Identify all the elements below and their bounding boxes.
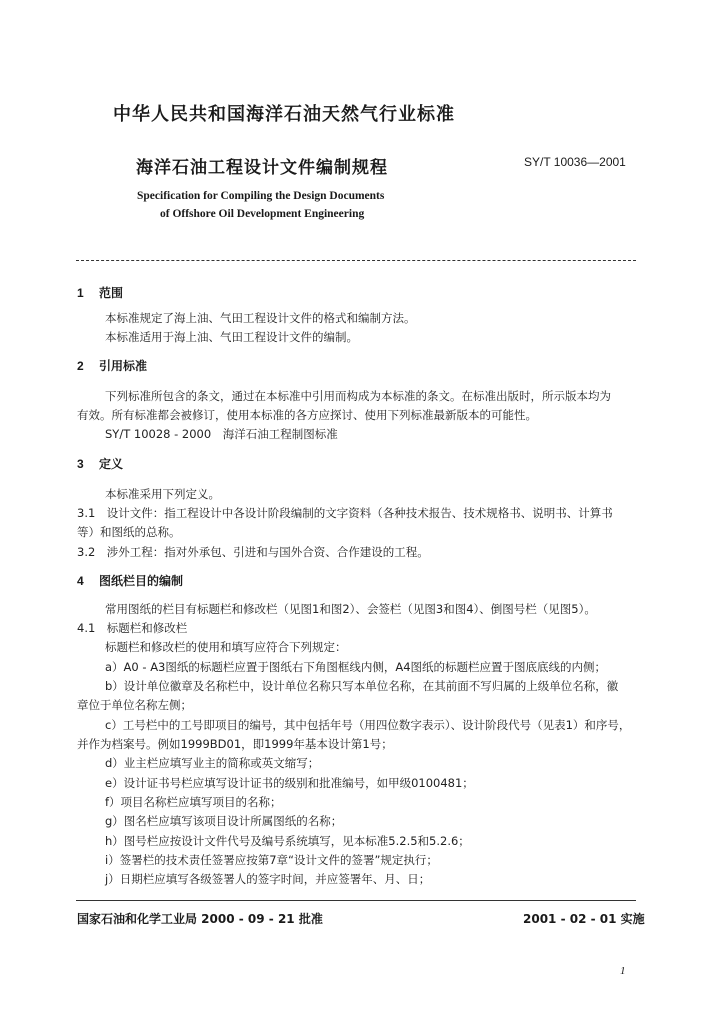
definition-3-1: 3.1 设计文件：指工程设计中各设计阶段编制的文字资料（各种技术报告、技术规格书、说明书、计算书 xyxy=(77,506,613,520)
paragraph: 有效。所有标准都会被修订，使用本标准的各方应探讨、使用下列标准最新版本的可能性。 xyxy=(77,408,537,422)
list-item-cont: 章位于单位名称左侧； xyxy=(77,698,192,712)
list-item: e）设计证书号栏应填写设计证书的级别和批准编号，如甲级0100481； xyxy=(105,776,474,790)
section-number: 3 xyxy=(77,457,84,471)
document-title: 海洋石油工程设计文件编制规程 xyxy=(136,158,388,178)
list-item-cont: 并作为档案号。例如1999BD01，即1999年基本设计第1号； xyxy=(77,737,393,751)
list-item: f）项目名称栏应填写项目的名称； xyxy=(105,795,282,809)
paragraph: 本标准规定了海上油、气田工程设计文件的格式和编制方法。 xyxy=(105,311,416,325)
page-number: 1 xyxy=(620,965,626,977)
section-3-heading xyxy=(77,455,123,472)
section-1-heading xyxy=(77,284,123,301)
list-item: a）A0 - A3图纸的标题栏应置于图纸右下角图框线内侧，A4图纸的标题栏应置于图底底线的内侧； xyxy=(105,660,607,674)
paragraph: 本标准采用下列定义。 xyxy=(105,487,220,501)
list-item: c）工号栏中的工号即项目的编号，其中包括年号（用四位数字表示）、设计阶段代号（见表1）和序号， xyxy=(105,718,631,732)
implementation-date: 2001 - 02 - 01 实施 xyxy=(523,912,645,926)
paragraph: 本标准适用于海上油、气田工程设计文件的编制。 xyxy=(105,330,358,344)
list-item: d）业主栏应填写业主的简称或英文缩写； xyxy=(105,756,320,770)
list-item: h）图号栏应按设计文件代号及编号系统填写，见本标准5.2.5和5.2.6； xyxy=(105,834,470,848)
section-number: 1 xyxy=(77,286,84,300)
subsection-4-1: 4.1 标题栏和修改栏 xyxy=(77,621,188,635)
list-item: j）日期栏应填写各级签署人的签字时间，并应签署年、月、日； xyxy=(105,872,431,886)
list-item: g）图名栏应填写该项目设计所属图纸的名称； xyxy=(105,814,343,828)
section-title: 定义 xyxy=(99,457,124,471)
approval-date: 国家石油和化学工业局 2000 - 09 - 21 批准 xyxy=(77,912,323,926)
section-title: 范围 xyxy=(99,286,124,300)
standard-code: SY/T 10036—2001 xyxy=(524,155,626,169)
issuing-authority-title: 中华人民共和国海洋石油天然气行业标准 xyxy=(113,104,455,125)
footer-divider xyxy=(76,900,636,901)
list-item: b）设计单位徽章及名称栏中，设计单位名称只写本单位名称，在其前面不写归属的上级单位名称，徽 xyxy=(105,679,619,693)
english-title-line-2: of Offshore Oil Development Engineering xyxy=(160,208,365,220)
paragraph: 下列标准所包含的条文，通过在本标准中引用而构成为本标准的条文。在标准出版时，所示版本均为 xyxy=(105,389,611,403)
reference-standard: SY/T 10028 - 2000 海洋石油工程制图标准 xyxy=(105,427,338,441)
section-2-heading xyxy=(77,357,147,374)
section-4-heading xyxy=(77,572,183,589)
list-item: i）签署栏的技术责任签署应按第7章“设计文件的签署”规定执行； xyxy=(105,853,438,867)
definition-3-1-cont: 等）和图纸的总称。 xyxy=(77,525,181,539)
paragraph: 标题栏和修改栏的使用和填写应符合下列规定： xyxy=(105,640,347,654)
definition-3-2: 3.2 涉外工程：指对外承包、引进和与国外合资、合作建设的工程。 xyxy=(77,545,429,559)
section-title: 图纸栏目的编制 xyxy=(99,574,184,588)
section-title: 引用标准 xyxy=(99,359,148,373)
section-number: 2 xyxy=(77,359,84,373)
section-number: 4 xyxy=(77,574,84,588)
english-title-line-1: Specification for Compiling the Design Documents xyxy=(137,190,385,202)
header-divider xyxy=(76,260,636,261)
paragraph: 常用图纸的栏目有标题栏和修改栏（见图1和图2）、会签栏（见图3和图4）、倒图号栏（见图5）。 xyxy=(105,602,596,616)
